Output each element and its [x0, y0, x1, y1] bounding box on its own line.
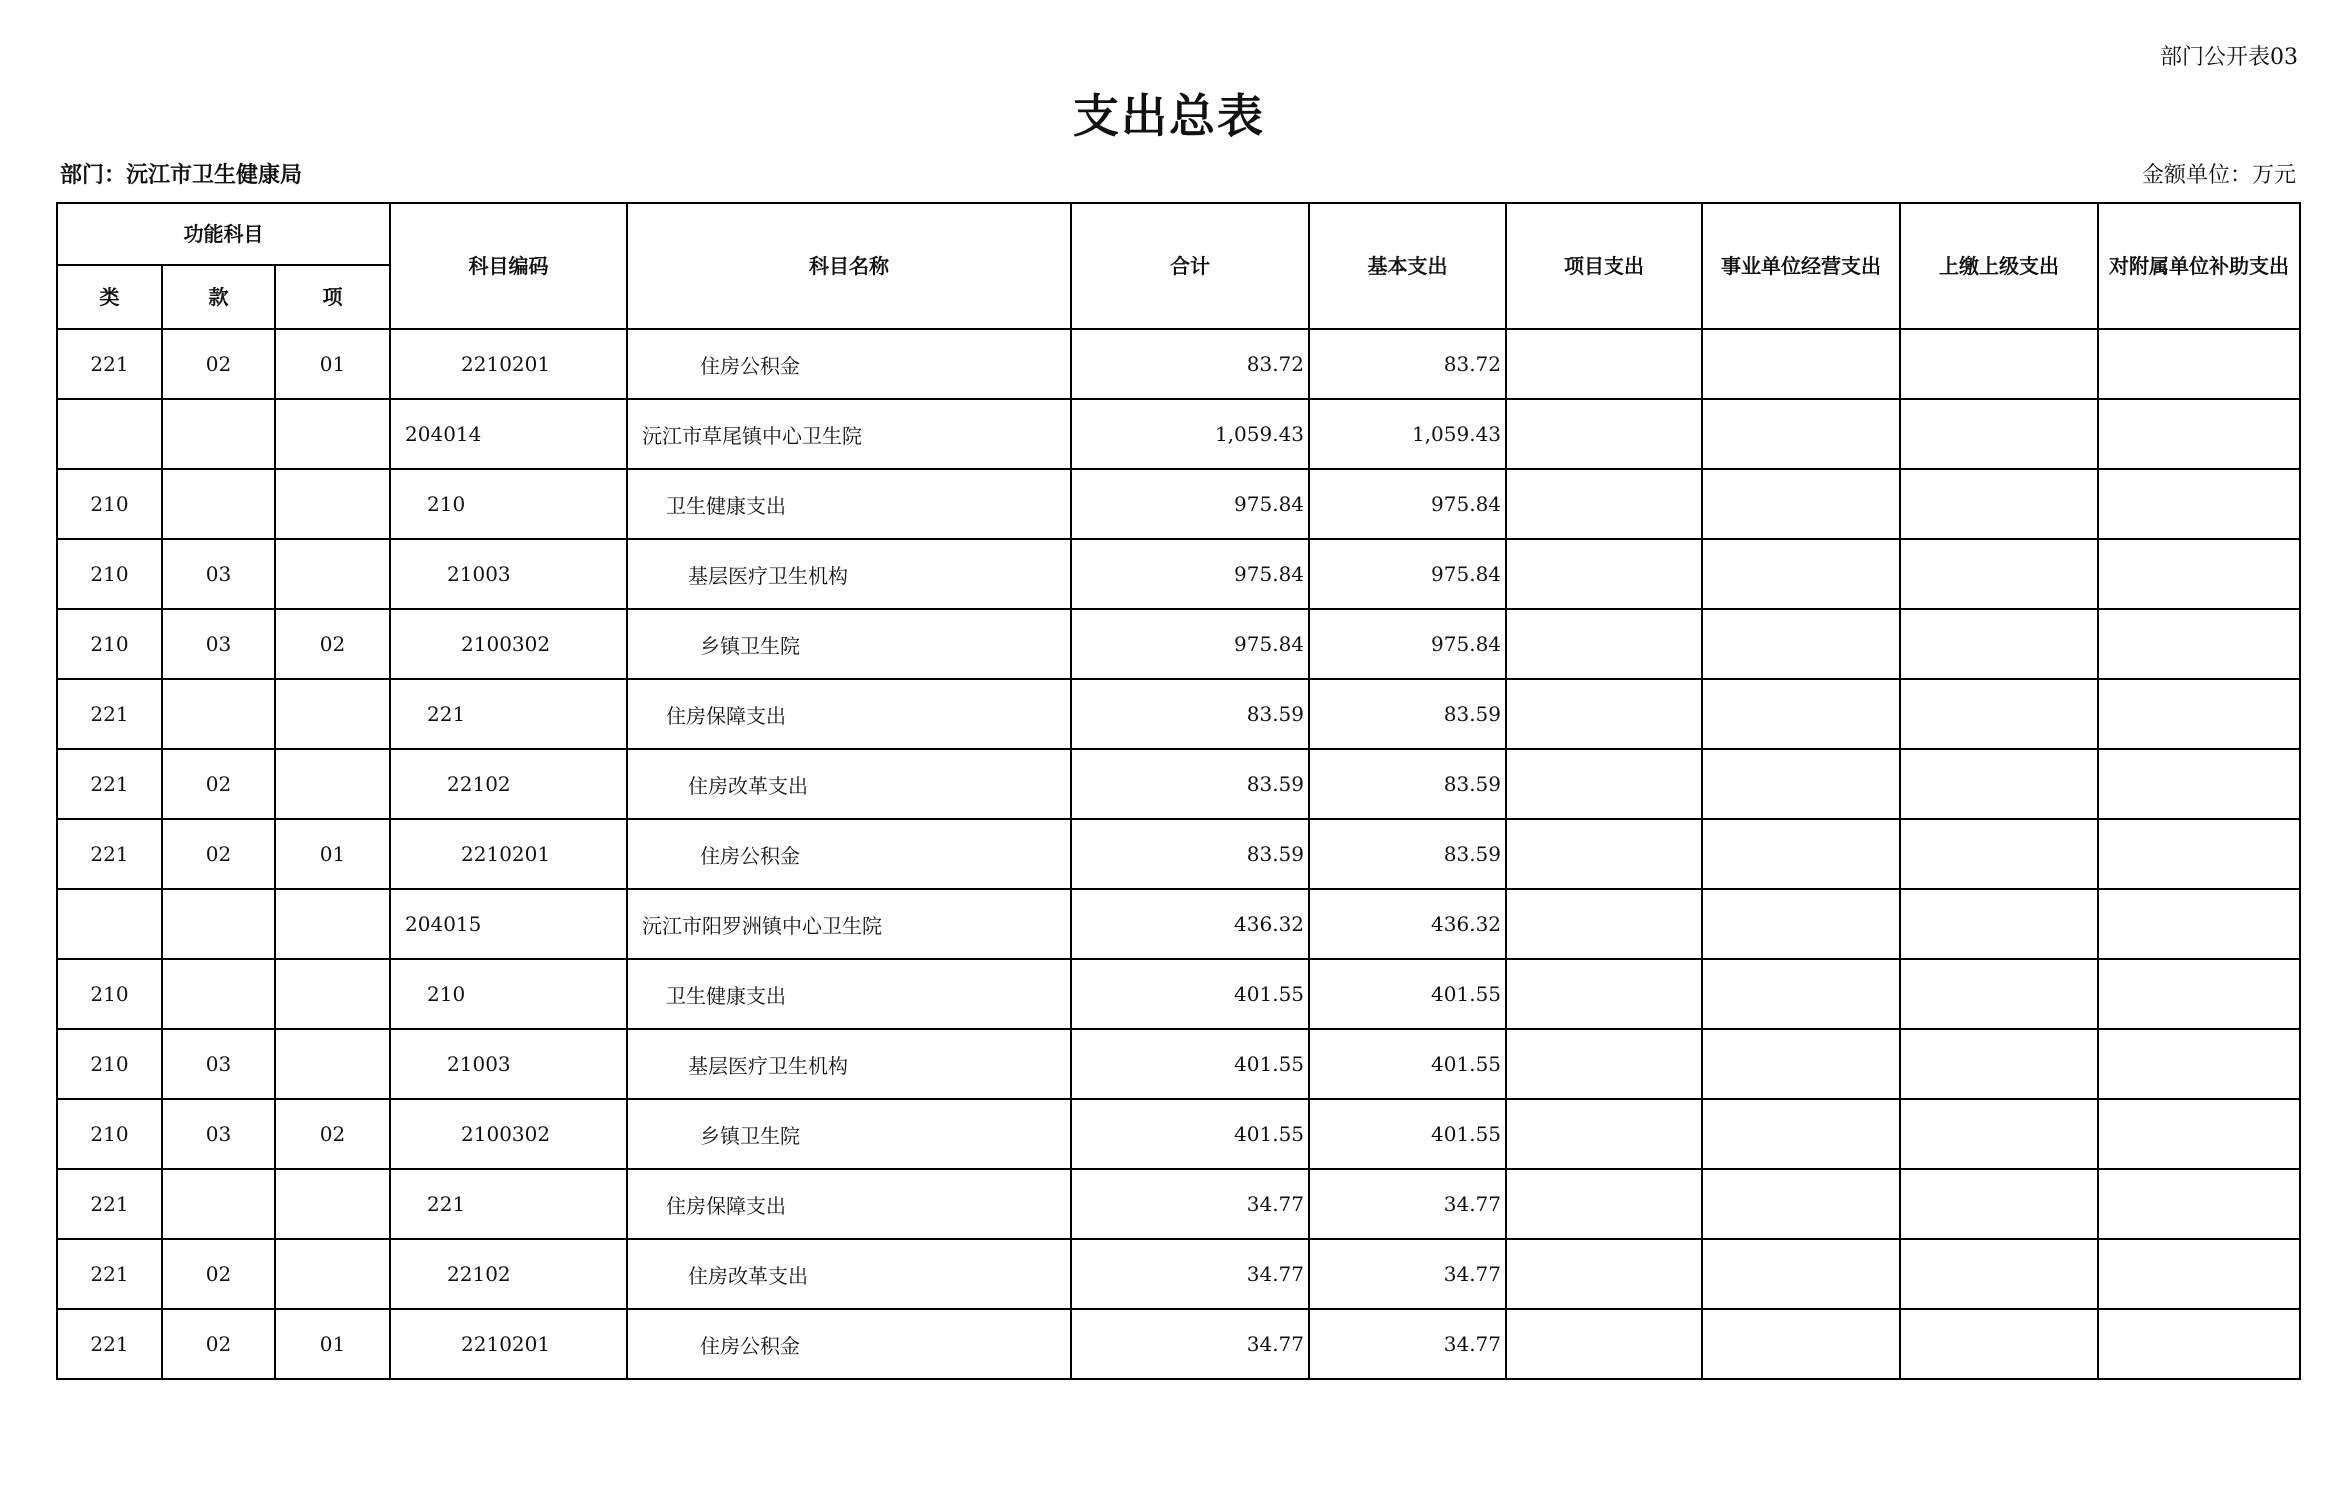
cell-kuan: 02 [162, 329, 275, 399]
cell-xiang [275, 749, 390, 819]
cell-total: 436.32 [1071, 889, 1309, 959]
cell-upper [1900, 1029, 2098, 1099]
cell-basic: 401.55 [1309, 1029, 1506, 1099]
cell-code: 2210201 [390, 1309, 627, 1379]
cell-business [1702, 539, 1900, 609]
cell-total: 975.84 [1071, 539, 1309, 609]
cell-upper [1900, 609, 2098, 679]
cell-kuan [162, 399, 275, 469]
header-upper: 上缴上级支出 [1900, 203, 2098, 329]
cell-business [1702, 609, 1900, 679]
table-row [57, 1169, 2300, 1239]
cell-subsidy [2098, 1239, 2300, 1309]
cell-upper [1900, 1239, 2098, 1309]
department-label: 部门：沅江市卫生健康局 [60, 162, 303, 188]
cell-upper [1900, 1309, 2098, 1379]
cell-name: 住房公积金 [627, 819, 1071, 889]
cell-subsidy [2098, 959, 2300, 1029]
header-kuan: 款 [162, 265, 275, 329]
cell-project [1506, 399, 1702, 469]
cell-upper [1900, 889, 2098, 959]
cell-project [1506, 679, 1702, 749]
cell-business [1702, 679, 1900, 749]
cell-upper [1900, 959, 2098, 1029]
cell-xiang [275, 1029, 390, 1099]
cell-total: 401.55 [1071, 1029, 1309, 1099]
cell-basic: 83.59 [1309, 679, 1506, 749]
cell-upper [1900, 1099, 2098, 1169]
cell-project [1506, 329, 1702, 399]
cell-business [1702, 819, 1900, 889]
cell-lei: 221 [57, 679, 162, 749]
header-total: 合计 [1071, 203, 1309, 329]
cell-business [1702, 1099, 1900, 1169]
cell-code: 221 [390, 679, 627, 749]
cell-subsidy [2098, 1309, 2300, 1379]
table-row [57, 329, 2300, 399]
cell-code: 22102 [390, 1239, 627, 1309]
cell-business [1702, 469, 1900, 539]
cell-code: 2210201 [390, 819, 627, 889]
cell-xiang [275, 959, 390, 1029]
cell-kuan [162, 1169, 275, 1239]
cell-basic: 436.32 [1309, 889, 1506, 959]
cell-code: 21003 [390, 1029, 627, 1099]
cell-basic: 401.55 [1309, 959, 1506, 1029]
cell-kuan [162, 469, 275, 539]
cell-name: 基层医疗卫生机构 [627, 539, 1071, 609]
expenditure-table [56, 202, 2301, 1380]
cell-subsidy [2098, 1099, 2300, 1169]
cell-code: 204015 [390, 889, 627, 959]
header-basic: 基本支出 [1309, 203, 1506, 329]
cell-subsidy [2098, 609, 2300, 679]
cell-upper [1900, 539, 2098, 609]
cell-total: 34.77 [1071, 1309, 1309, 1379]
cell-lei: 221 [57, 1239, 162, 1309]
form-number: 部门公开表03 [2160, 45, 2298, 70]
cell-basic: 34.77 [1309, 1309, 1506, 1379]
cell-business [1702, 959, 1900, 1029]
header-lei: 类 [57, 265, 162, 329]
cell-project [1506, 1169, 1702, 1239]
table-row [57, 609, 2300, 679]
cell-lei: 221 [57, 1169, 162, 1239]
cell-business [1702, 399, 1900, 469]
cell-kuan: 03 [162, 609, 275, 679]
cell-xiang: 01 [275, 1309, 390, 1379]
cell-name: 住房改革支出 [627, 1239, 1071, 1309]
header-name: 科目名称 [627, 203, 1071, 329]
cell-basic: 83.72 [1309, 329, 1506, 399]
table-row [57, 469, 2300, 539]
table-row [57, 539, 2300, 609]
cell-xiang: 02 [275, 609, 390, 679]
cell-lei: 210 [57, 959, 162, 1029]
cell-lei: 210 [57, 539, 162, 609]
cell-name: 住房改革支出 [627, 749, 1071, 819]
cell-name: 乡镇卫生院 [627, 609, 1071, 679]
cell-xiang: 01 [275, 329, 390, 399]
cell-project [1506, 1309, 1702, 1379]
cell-upper [1900, 1169, 2098, 1239]
cell-basic: 34.77 [1309, 1239, 1506, 1309]
cell-code: 21003 [390, 539, 627, 609]
cell-kuan: 03 [162, 1029, 275, 1099]
cell-upper [1900, 819, 2098, 889]
table-row [57, 959, 2300, 1029]
cell-xiang: 02 [275, 1099, 390, 1169]
cell-total: 975.84 [1071, 609, 1309, 679]
cell-name: 沅江市阳罗洲镇中心卫生院 [627, 889, 1071, 959]
cell-name: 住房公积金 [627, 1309, 1071, 1379]
cell-lei: 221 [57, 1309, 162, 1379]
cell-upper [1900, 399, 2098, 469]
table-row [57, 889, 2300, 959]
cell-subsidy [2098, 679, 2300, 749]
cell-business [1702, 749, 1900, 819]
cell-subsidy [2098, 1029, 2300, 1099]
cell-name: 住房保障支出 [627, 1169, 1071, 1239]
cell-kuan: 03 [162, 1099, 275, 1169]
cell-basic: 83.59 [1309, 819, 1506, 889]
cell-code: 210 [390, 959, 627, 1029]
cell-xiang [275, 539, 390, 609]
cell-project [1506, 1239, 1702, 1309]
cell-name: 住房保障支出 [627, 679, 1071, 749]
cell-lei: 210 [57, 1099, 162, 1169]
cell-name: 卫生健康支出 [627, 469, 1071, 539]
amount-unit-label: 金额单位：万元 [2141, 163, 2296, 188]
cell-subsidy [2098, 469, 2300, 539]
cell-lei: 210 [57, 469, 162, 539]
cell-kuan [162, 959, 275, 1029]
cell-total: 83.59 [1071, 749, 1309, 819]
cell-code: 204014 [390, 399, 627, 469]
cell-name: 乡镇卫生院 [627, 1099, 1071, 1169]
cell-subsidy [2098, 819, 2300, 889]
cell-name: 沅江市草尾镇中心卫生院 [627, 399, 1071, 469]
cell-project [1506, 1029, 1702, 1099]
cell-code: 221 [390, 1169, 627, 1239]
cell-kuan: 03 [162, 539, 275, 609]
cell-basic: 975.84 [1309, 539, 1506, 609]
cell-project [1506, 1099, 1702, 1169]
cell-xiang [275, 1169, 390, 1239]
cell-subsidy [2098, 749, 2300, 819]
table-row [57, 399, 2300, 469]
header-xiang: 项 [275, 265, 390, 329]
cell-kuan: 02 [162, 1239, 275, 1309]
cell-code: 2210201 [390, 329, 627, 399]
header-project: 项目支出 [1506, 203, 1702, 329]
cell-business [1702, 1169, 1900, 1239]
cell-xiang [275, 1239, 390, 1309]
cell-basic: 401.55 [1309, 1099, 1506, 1169]
cell-lei: 221 [57, 329, 162, 399]
cell-kuan: 02 [162, 1309, 275, 1379]
cell-lei: 221 [57, 749, 162, 819]
cell-code: 22102 [390, 749, 627, 819]
cell-name: 卫生健康支出 [627, 959, 1071, 1029]
cell-business [1702, 1239, 1900, 1309]
cell-business [1702, 329, 1900, 399]
cell-xiang [275, 399, 390, 469]
table-row [57, 1029, 2300, 1099]
cell-xiang: 01 [275, 819, 390, 889]
cell-lei: 221 [57, 819, 162, 889]
cell-code: 2100302 [390, 609, 627, 679]
header-business: 事业单位经营支出 [1702, 203, 1900, 329]
cell-basic: 34.77 [1309, 1169, 1506, 1239]
cell-project [1506, 609, 1702, 679]
cell-project [1506, 889, 1702, 959]
cell-total: 401.55 [1071, 959, 1309, 1029]
cell-basic: 83.59 [1309, 749, 1506, 819]
cell-total: 401.55 [1071, 1099, 1309, 1169]
cell-project [1506, 469, 1702, 539]
cell-subsidy [2098, 889, 2300, 959]
cell-code: 210 [390, 469, 627, 539]
cell-kuan [162, 679, 275, 749]
cell-total: 34.77 [1071, 1239, 1309, 1309]
cell-upper [1900, 329, 2098, 399]
cell-upper [1900, 749, 2098, 819]
table-row [57, 679, 2300, 749]
cell-xiang [275, 469, 390, 539]
header-subsidy: 对附属单位补助支出 [2098, 203, 2300, 329]
cell-subsidy [2098, 539, 2300, 609]
cell-name: 基层医疗卫生机构 [627, 1029, 1071, 1099]
table-row [57, 1309, 2300, 1379]
table-row [57, 1099, 2300, 1169]
table-row [57, 819, 2300, 889]
table-row [57, 749, 2300, 819]
cell-subsidy [2098, 1169, 2300, 1239]
cell-code: 2100302 [390, 1099, 627, 1169]
cell-subsidy [2098, 329, 2300, 399]
cell-project [1506, 819, 1702, 889]
cell-subsidy [2098, 399, 2300, 469]
cell-lei: 210 [57, 609, 162, 679]
cell-lei: 210 [57, 1029, 162, 1099]
header-code: 科目编码 [390, 203, 627, 329]
cell-kuan: 02 [162, 749, 275, 819]
cell-business [1702, 1309, 1900, 1379]
cell-project [1506, 749, 1702, 819]
cell-xiang [275, 889, 390, 959]
cell-total: 975.84 [1071, 469, 1309, 539]
cell-basic: 975.84 [1309, 609, 1506, 679]
page-title: 支出总表 [1073, 89, 1265, 143]
cell-total: 83.59 [1071, 819, 1309, 889]
cell-upper [1900, 679, 2098, 749]
cell-upper [1900, 469, 2098, 539]
cell-name: 住房公积金 [627, 329, 1071, 399]
cell-kuan [162, 889, 275, 959]
cell-kuan: 02 [162, 819, 275, 889]
cell-business [1702, 889, 1900, 959]
cell-project [1506, 539, 1702, 609]
header-func-subject: 功能科目 [57, 203, 390, 265]
cell-basic: 975.84 [1309, 469, 1506, 539]
table-row [57, 1239, 2300, 1309]
cell-basic: 1,059.43 [1309, 399, 1506, 469]
cell-lei [57, 889, 162, 959]
cell-xiang [275, 679, 390, 749]
cell-business [1702, 1029, 1900, 1099]
cell-total: 1,059.43 [1071, 399, 1309, 469]
cell-project [1506, 959, 1702, 1029]
cell-total: 83.59 [1071, 679, 1309, 749]
cell-total: 34.77 [1071, 1169, 1309, 1239]
cell-lei [57, 399, 162, 469]
cell-total: 83.72 [1071, 329, 1309, 399]
